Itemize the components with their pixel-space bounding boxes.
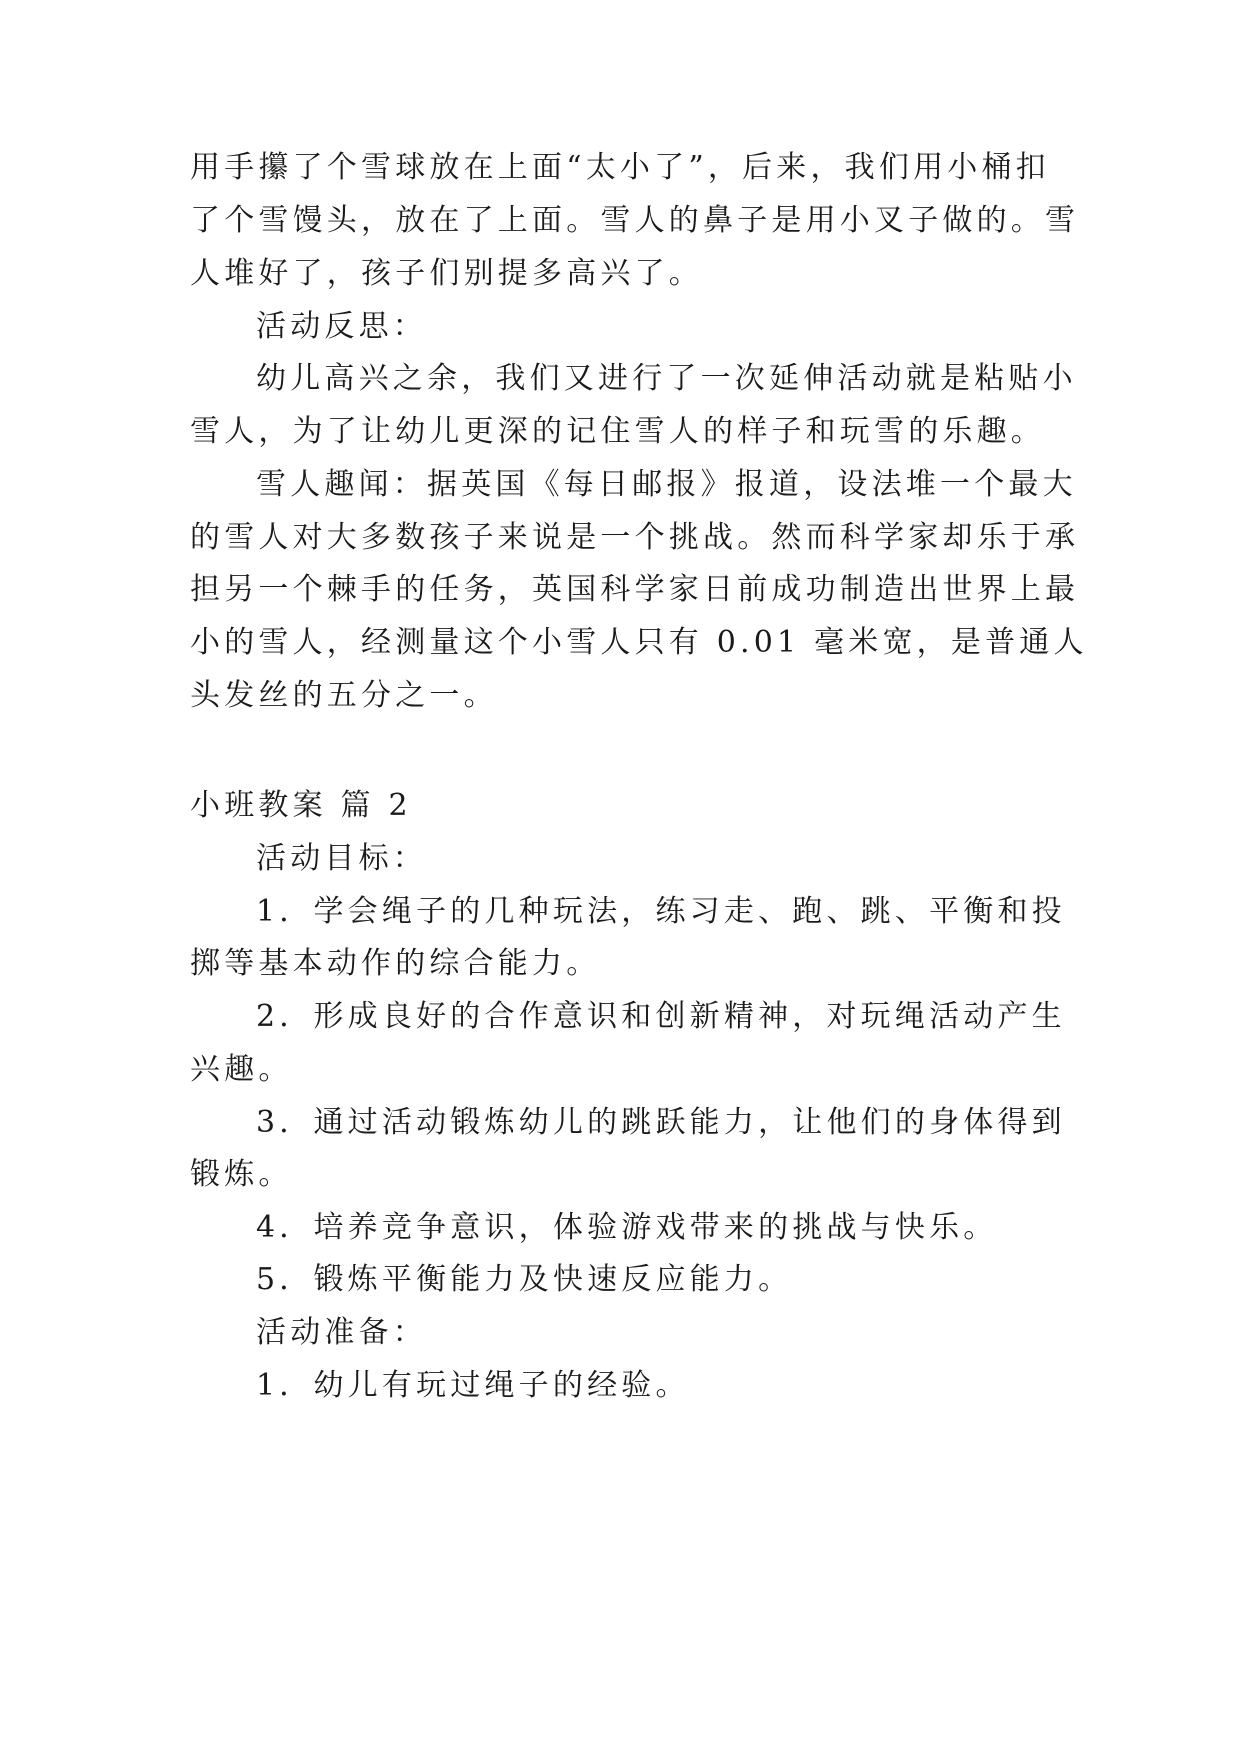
section-heading: 活动反思： [256, 309, 427, 344]
text-line: 雪人，为了让幼儿更深的记住雪人的样子和玩雪的乐趣。 [190, 414, 1045, 449]
section-heading: 活动目标： [256, 841, 427, 876]
text-line: 担另一个棘手的任务，英国科学家日前成功制造出世界上最 [190, 572, 1080, 607]
text-line: 用手攥了个雪球放在上面“太小了”，后来，我们用小桶扣 [190, 150, 1050, 185]
lesson-title: 小班教案 篇 2 [190, 788, 412, 823]
list-item: 1．幼儿有玩过绳子的经验。 [256, 1368, 690, 1403]
text-line: 的雪人对大多数孩子来说是一个挑战。然而科学家却乐于承 [190, 520, 1080, 555]
text-line: 人堆好了，孩子们别提多高兴了。 [190, 256, 703, 291]
list-item: 锻炼。 [190, 1157, 293, 1192]
section-heading: 活动准备： [256, 1315, 427, 1350]
list-item: 4．培养竞争意识，体验游戏带来的挑战与快乐。 [256, 1210, 998, 1245]
list-item: 5．锻炼平衡能力及快速反应能力。 [256, 1262, 793, 1297]
text-line: 雪人趣闻：据英国《每日邮报》报道，设法堆一个最大 [256, 467, 1077, 502]
list-item: 3．通过活动锻炼幼儿的跳跃能力，让他们的身体得到 [256, 1105, 1066, 1140]
list-item: 1．学会绳子的几种玩法，练习走、跑、跳、平衡和投 [256, 894, 1066, 929]
list-item: 2．形成良好的合作意识和创新精神，对玩绳活动产生 [256, 999, 1066, 1034]
text-line: 头发丝的五分之一。 [190, 678, 498, 713]
text-line: 小的雪人，经测量这个小雪人只有 0.01 毫米宽，是普通人 [190, 625, 1088, 660]
list-item: 掷等基本动作的综合能力。 [190, 946, 601, 981]
list-item: 兴趣。 [190, 1052, 293, 1087]
text-line: 了个雪馒头，放在了上面。雪人的鼻子是用小叉子做的。雪 [190, 203, 1080, 238]
text-line: 幼儿高兴之余，我们又进行了一次延伸活动就是粘贴小 [256, 361, 1077, 396]
